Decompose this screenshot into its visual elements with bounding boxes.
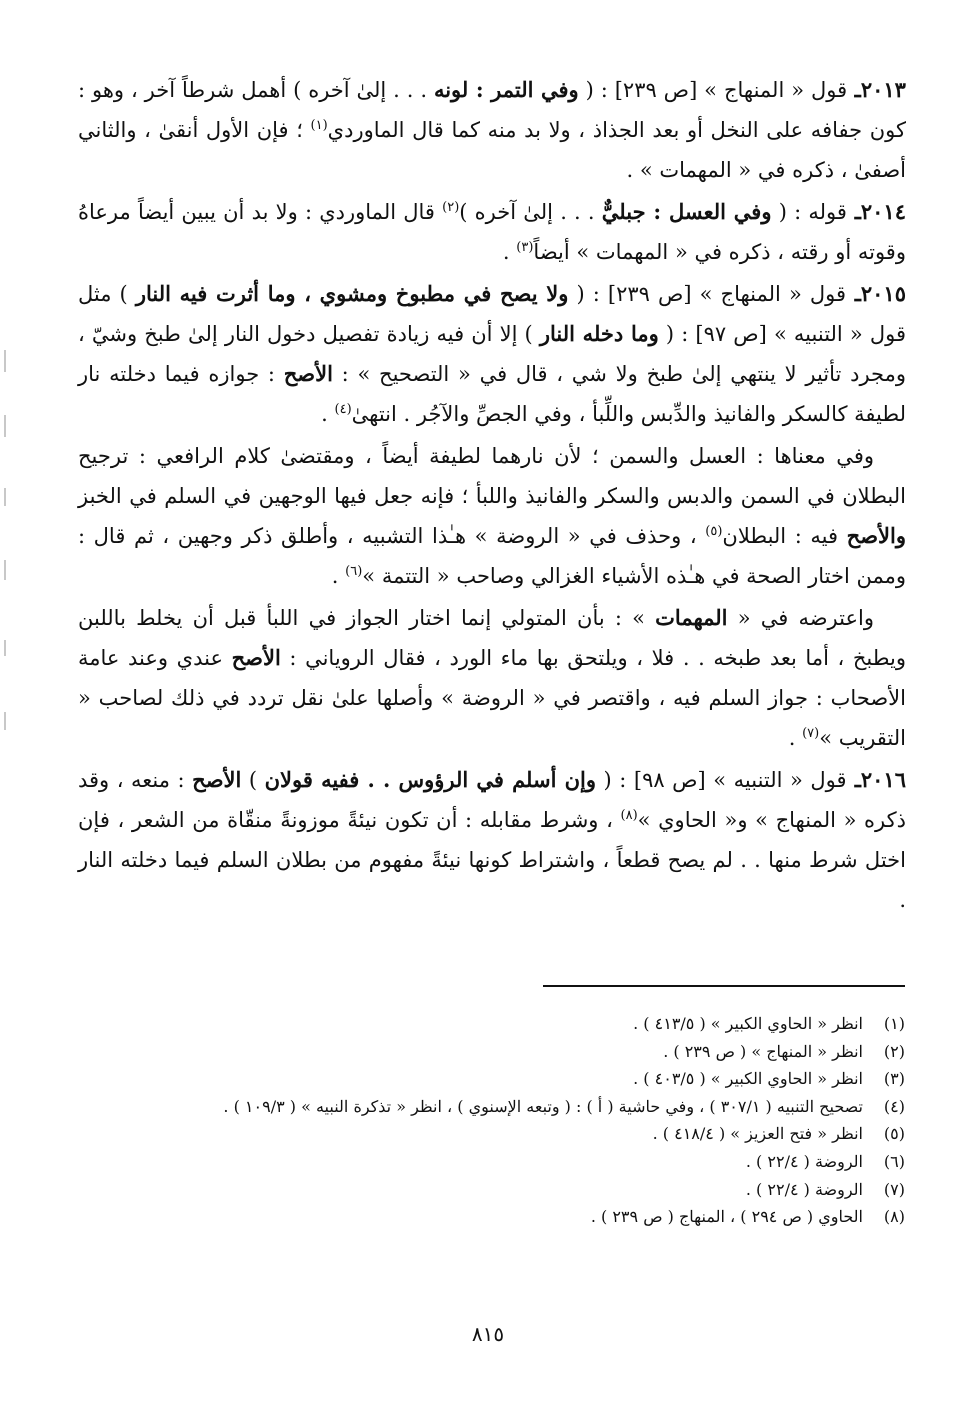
paragraph xyxy=(78,598,906,758)
body-text: قال الماوردي : ولا بد أن يبين أيضاً مرعاهُ وقوته أو رقته ، ذكره في « المهمات » أيضاً xyxy=(78,200,906,264)
footnote-number: (٥) xyxy=(883,1124,905,1144)
footnote-ref: (٧) xyxy=(802,726,820,741)
footnote-number: (٦) xyxy=(883,1151,905,1171)
scan-edge-mark xyxy=(4,712,6,730)
footnote-number: (٢) xyxy=(883,1041,905,1061)
body-text: ) xyxy=(241,768,265,792)
body-text: ) مثل قول « التنبيه » [ص ٩٧] : ( xyxy=(78,282,906,346)
quoted-text: وفي العسل : جبليٌّ xyxy=(601,199,772,224)
footnote xyxy=(75,1120,905,1148)
footnote xyxy=(75,1203,905,1231)
quoted-text: وفي التمر : لونه xyxy=(433,77,579,102)
footnote xyxy=(75,1065,905,1093)
footnote-number: (١) xyxy=(883,1014,905,1033)
quoted-text: وإن أسلم في الرؤوس . . ففيه قولان xyxy=(264,767,596,792)
footnote-text: الروضة ( ٢٢/٤ ) . xyxy=(745,1151,863,1171)
body-text: : جوازه فيما دخلته نار لطيفة كالسكر والفانيذ والدِّبس واللِّبأ ، وفي الجصِّ والآجُر . انتهىٰ xyxy=(78,362,906,426)
footnote-ref: (٢) xyxy=(442,200,460,215)
body-text: . xyxy=(321,402,335,426)
scan-edge-mark xyxy=(4,415,6,437)
footnote-number: (٤) xyxy=(883,1096,905,1116)
scan-edge-mark xyxy=(4,560,6,580)
paragraph xyxy=(78,192,906,272)
body-text: . . . إلىٰ آخره ) xyxy=(459,200,602,224)
body-text: . xyxy=(502,240,517,264)
footnote-text: انظر « الحاوي الكبير » ( ٤٠٣/٥ ) . xyxy=(633,1069,863,1089)
body-text: عندي وعند عامة الأصحاب : جواز السلم فيه ، واقتصر في « الروضة » وأصلها علىٰ نقل تردد في ذلك لصاحب « التقريب » xyxy=(78,646,906,750)
issue-number: ٢٠١٥ـ xyxy=(846,281,906,306)
body-text: ) إلا أن فيه زيادة تفصيل دخول النار إلىٰ طبخ وشيّ ، ومجرد تأثير لا ينتهي إلىٰ طبخ ولا شي ، قال في « التصحيح » : xyxy=(78,322,906,386)
paragraph xyxy=(78,436,906,596)
footnote-text: تصحيح التنبيه ( ٣٠٧/١ ) ، وفي حاشية ( أ ) : ( وتبعه الإسنوي ) ، انظر « تذكرة النبيه » ( ١٠٩/٣ ) . xyxy=(223,1096,863,1116)
footnote xyxy=(75,1176,905,1204)
quoted-text: ولا يصح في مطبوخ ومشوي ، وما أثرت فيه النار xyxy=(135,281,569,306)
quoted-text: الأصح xyxy=(192,767,242,792)
footnote xyxy=(75,1038,905,1066)
footnote xyxy=(75,1093,905,1121)
quoted-text: الأصح xyxy=(283,361,333,386)
body-text: . xyxy=(331,564,346,588)
body-text: قول « المنهاج » [ص ٢٣٩] : ( xyxy=(568,282,847,306)
body-text: فيه : البطلان xyxy=(722,524,847,548)
body-text: . . . إلىٰ آخره ) أهمل شرطاً آخر ، وهو : كون جفافه على النخل أو بعد الجذاذ ، ولا بد منه كما قال الماوردي xyxy=(78,78,907,142)
body-text: وفي معناها : العسل والسمن ؛ لأن نارهما لطيفة أيضاً ، ومقتضىٰ كلام الرافعي : ترجيح البطلان في السمن والدبس والسكر والفانيذ واللبأ ؛ فإنه جعل فيها الوجهين في السلم في الخبز xyxy=(78,444,906,508)
body-text: ؛ فإن الأول أنقىٰ ، والثاني أصفىٰ ، ذكره في « المهمات » . xyxy=(78,118,906,182)
body-text: قوله : ( xyxy=(771,200,847,224)
paragraph xyxy=(78,274,906,434)
footnote-ref: (٦) xyxy=(345,564,363,579)
footnote-ref: (٤) xyxy=(334,402,352,417)
footnote-text: الحاوي ( ص ٢٩٤ ) ، المنهاج ( ص ٢٣٩ ) . xyxy=(590,1207,863,1227)
scan-edge-mark xyxy=(4,640,6,656)
paragraph xyxy=(78,70,906,190)
issue-number: ٢٠١٣ـ xyxy=(847,77,906,102)
footnote-ref: (٣) xyxy=(516,240,534,255)
footnote-ref: (٥) xyxy=(705,524,723,539)
quoted-text: وما دخله النار xyxy=(539,321,659,346)
issue-number: ٢٠١٦ـ xyxy=(846,767,906,792)
quoted-text: المهمات xyxy=(655,605,728,630)
footnote-text: الروضة ( ٢٢/٤ ) . xyxy=(745,1179,863,1199)
body-text: . xyxy=(788,726,803,750)
main-text xyxy=(78,70,906,922)
body-text: » : بأن المتولي إنما اختار الجواز في اللبأ قبل أن يخلط باللبن ويطبخ ، أما بعد طبخه . . فلا ، ويلتحق بها ماء الورد ، فقال الروياني : xyxy=(78,606,906,670)
body-text: : منعه ، وقد ذكره « المنهاج » و« الحاوي » xyxy=(78,768,906,832)
footnote xyxy=(75,1010,905,1038)
footnote-text: انظر « المنهاج » ( ص ٢٣٩ ) . xyxy=(663,1041,863,1061)
footnote-number: (٨) xyxy=(883,1207,905,1227)
quoted-text: والأصح xyxy=(846,523,906,548)
footnote-number: (٧) xyxy=(883,1179,905,1199)
footnote-ref: (٨) xyxy=(620,808,638,823)
footnote-separator xyxy=(543,985,905,987)
body-text: ، وشرط مقابله : أن تكون نيئةً موزونةً منقّاة من الشعر ، فإن اختل شرط منها . . لم يصح قطعاً ، واشتراط كونها نيئةً مفهوم من بطلان السلم فيما دخلته النار . xyxy=(78,808,906,912)
footnote-number: (٣) xyxy=(883,1069,905,1089)
body-text: واعترضه في « xyxy=(727,606,874,630)
issue-number: ٢٠١٤ـ xyxy=(846,199,906,224)
scan-edge-mark xyxy=(4,350,6,372)
footnote-text: انظر « فتح العزيز » ( ٤١٨/٤ ) . xyxy=(652,1124,863,1144)
body-text: قول « المنهاج » [ص ٢٣٩] : ( xyxy=(578,78,848,102)
quoted-text: الأصح xyxy=(231,645,281,670)
page-number: ٨١٥ xyxy=(471,1322,505,1346)
footnotes xyxy=(75,1010,905,1231)
body-text: ، وحذف في « الروضة » هـٰذا التشبيه ، وأطلق ذكر وجهين ، ثم قال : وممن اختار الصحة في هـٰذه الأشياء الغزالي وصاحب « التتمة » xyxy=(78,524,906,588)
footnote-text: انظر « الحاوي الكبير » ( ٤١٣/٥ ) . xyxy=(633,1014,863,1033)
footnote-ref: (١) xyxy=(310,118,328,133)
scan-edge-mark xyxy=(4,488,6,506)
paragraph xyxy=(78,760,906,920)
footnote xyxy=(75,1148,905,1176)
body-text: قول « التنبيه » [ص ٩٨] : ( xyxy=(596,768,847,792)
